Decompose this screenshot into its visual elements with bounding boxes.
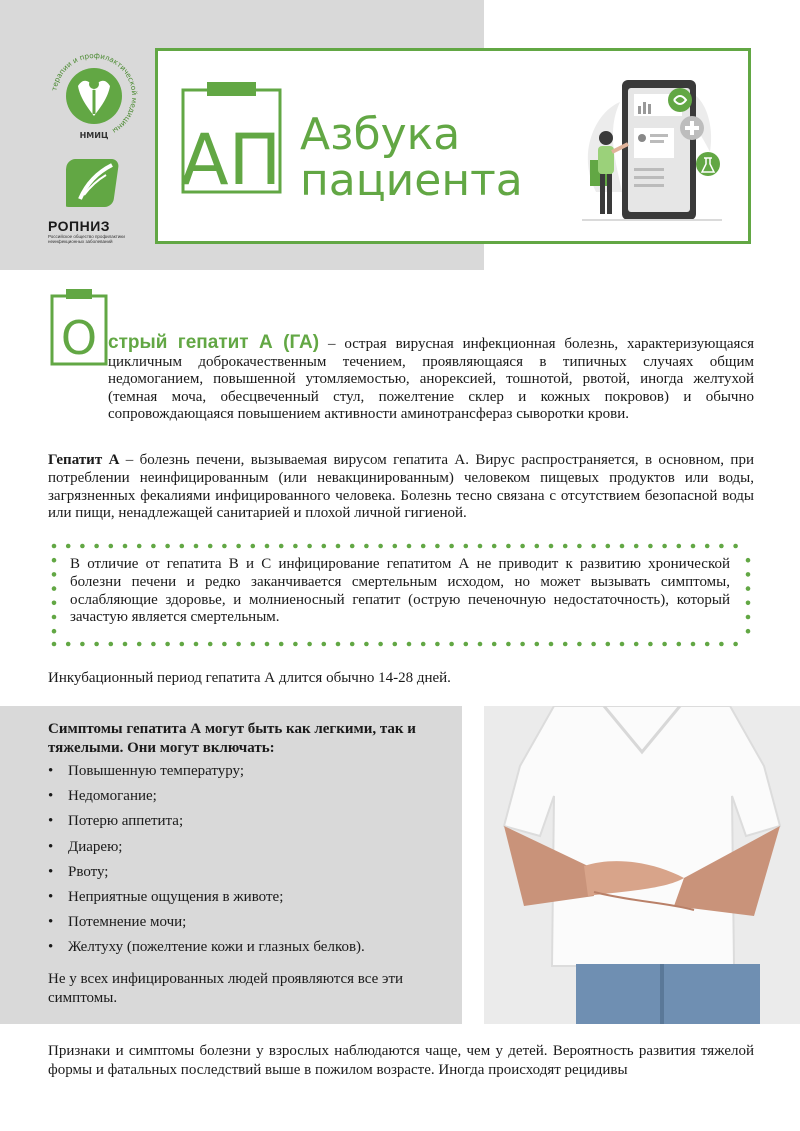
bottom-paragraph: Признаки и симптомы болезни у взрослых наблюдаются чаще, чем у детей. Вероятность развития тяжелой формы и фатальных последствий выше в пожилом возрасте. Иногда происходят рецидивы (48, 1043, 754, 1078)
svg-text:АП: АП (181, 119, 282, 194)
svg-text:О: О (60, 311, 98, 365)
ropniz-subtitle: Российское общество профилактики неинфекционных заболеваний (48, 234, 125, 244)
hepatitis-text: – болезнь печени, вызываемая вирусом гепатита А. Вирус распространяется, в основном, при потреблении неинфицированным (или невакцинированным) человеком пищевых продуктов или воды, загрязненных фекалиями инфицированного человека. Болезнь тесно связана с отсутствием безопасной воды или пищи, ненадлежащей санитарией и плохой личной гигиеной. (48, 452, 754, 522)
list-item: • Неприятные ощущения в животе; (48, 888, 284, 905)
list-item: • Повышенную температуру; (48, 763, 245, 779)
ropniz-name: РОПНИЗ (48, 218, 111, 234)
list-item: • Потемнение мочи; (48, 914, 187, 931)
intro-text: – острая вирусная инфекционная болезнь, характеризующаяся цикличным доброкачественным течением, проявляющаяся в типичных случаях общим недомоганием, повышенной утомляемостью, анорексией, тошнотой, рвотой, иногда желтухой (темная моча, обесцвеченный стул, пожелтение склер и кожных покровов) и обычно сопровождающаяся повышением активности аминотрансфераз сыворотки крови. (108, 336, 754, 423)
patient-photo (484, 706, 800, 1024)
clipboard-icon (181, 80, 282, 194)
banner-title-line2: пациента (300, 155, 523, 206)
hepatitis-term: Гепатит А (48, 452, 120, 468)
nmic-logo (48, 50, 140, 142)
symptoms-title: Симптомы гепатита А могут быть как легкими, так и тяжелыми. Они могут включать: (48, 721, 416, 756)
banner-title (300, 109, 523, 206)
clipboard-dropcap-icon (50, 288, 108, 366)
symptoms-note: Не у всех инфицированных людей проявляются все эти симптомы. (48, 971, 404, 1006)
intro-paragraph (108, 334, 754, 424)
ropniz-logo-icon (66, 155, 122, 211)
svg-text:терапии и профилактической мед: терапии и профилактической медицины (49, 50, 140, 136)
symptoms-list (48, 762, 448, 964)
intro-term: стрый гепатит А (ГА) (108, 332, 320, 353)
incubation-text: Инкубационный период гепатита А длится обычно 14-28 дней. (48, 670, 451, 686)
medical-illustration (576, 72, 724, 224)
list-item: • Желтуху (пожелтение кожи и глазных белков). (48, 939, 365, 956)
banner-title-line1: Азбука (300, 109, 461, 160)
list-item: • Недомогание; (48, 788, 157, 805)
list-item: • Диарею; (48, 838, 123, 855)
callout-text: В отличие от гепатита В и С инфицирование гепатитом А не приводит к развитию хронической болезни печени и редко заканчивается смертельным исходом, но может вызывать симптомы, ослабляющие здоровье, и молниеносный гепатит (острую печеночную недостаточность), который зачастую является смертельным. (70, 556, 730, 626)
list-item: • Рвоту; (48, 863, 109, 880)
svg-text:НМИЦ: НМИЦ (79, 131, 109, 140)
list-item: • Потерю аппетита; (48, 813, 184, 830)
hepatitis-paragraph (48, 452, 754, 523)
